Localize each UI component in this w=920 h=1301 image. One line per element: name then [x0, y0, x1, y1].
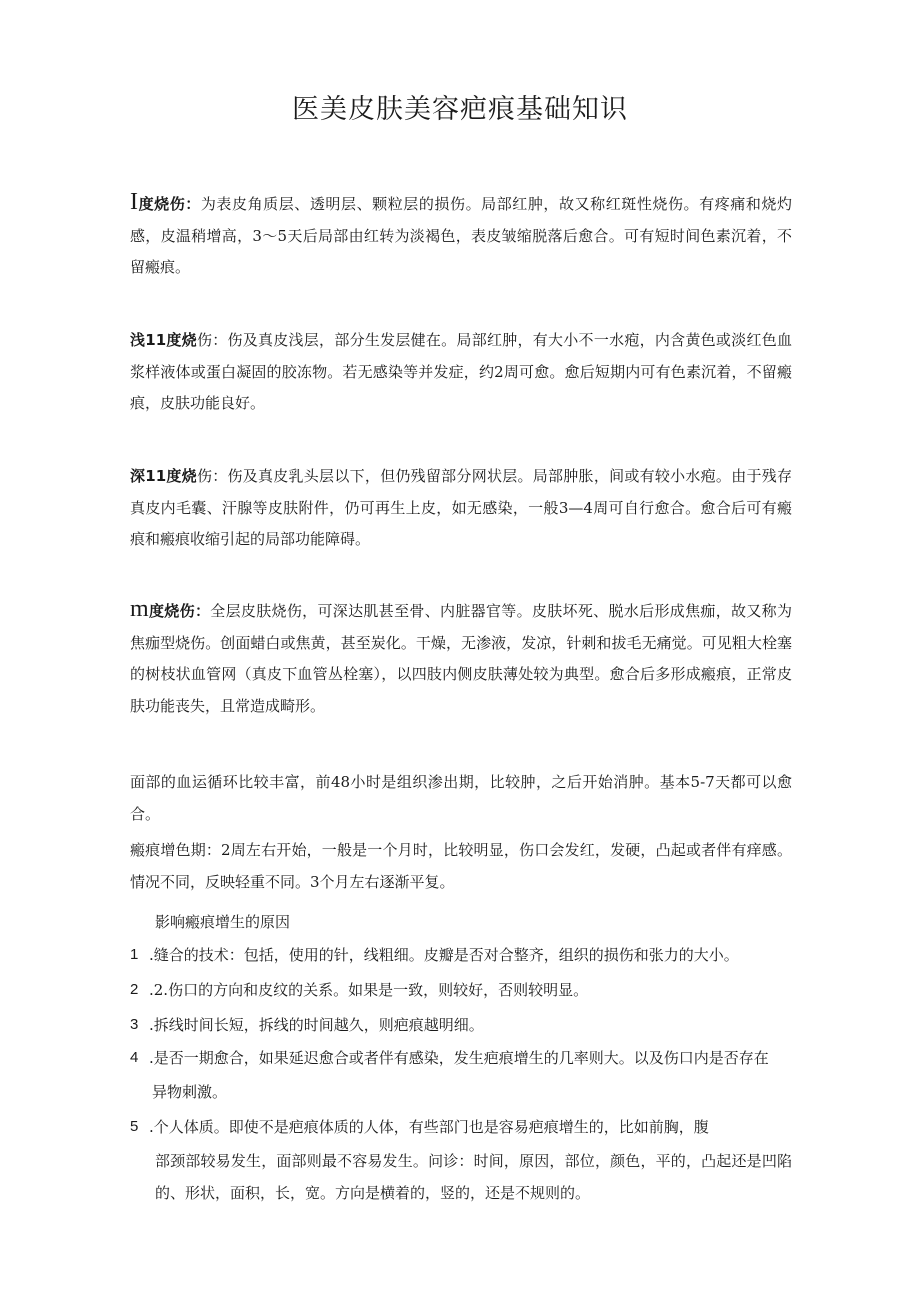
list-number: 2 — [130, 981, 139, 998]
paragraph-body: 伤：伤及真皮浅层，部分生发层健在。局部红肿，有大小不一水疱，内含黄色或淡红色血浆样液体或蛋白凝固的胶冻物。若无感染等并发症，约2周可愈。愈后短期内可有色素沉着，不留瘢痕，皮肤功能良好。 — [130, 331, 792, 412]
list-text: .个人体质。即使不是疤痕体质的人体，有些部门也是容易疤痕增生的，比如前胸，腹 — [149, 1118, 709, 1136]
list-item — [130, 1110, 792, 1144]
term-label: 深11度烧 — [130, 467, 197, 485]
list-item — [130, 938, 792, 972]
paragraph-hyperpigmentation: 瘢痕增色期：2周左右开始，一般是一个月时，比较明显，伤口会发红，发硬，凸起或者伴有痒感。情况不同，反映轻重不同。3个月左右逐渐平复。 — [130, 841, 792, 891]
paragraph-deep-second-degree-burn — [130, 461, 792, 556]
list-text: .缝合的技术：包括，使用的针，线粗细。皮瓣是否对合整齐，组织的损伤和张力的大小。 — [149, 946, 739, 964]
list-item — [130, 973, 792, 1007]
degree-mark: I — [130, 189, 138, 215]
list-text-continuation: 异物刺激。 — [152, 1083, 228, 1101]
paragraph-body: 为表皮角质层、透明层、颗粒层的损伤。局部红肿，故又称红斑性烧伤。有疼痛和烧灼感，皮温稍增高，3～5天后局部由红转为淡褐色，表皮皱缩脱落后愈合。可有短时间色素沉着，不留瘢痕。 — [130, 195, 792, 276]
term-label: 浅11度烧 — [130, 331, 197, 349]
paragraph-superficial-second-degree-burn — [130, 325, 792, 420]
list-text: .2.伤口的方向和皮纹的关系。如果是一致，则较好，否则较明显。 — [149, 981, 589, 999]
paragraph-first-degree-burn — [130, 187, 792, 284]
paragraph-face-recovery: 面部的血运循环比较丰富，前48小时是组织渗出期，比较肿，之后开始消肿。基本5-7天都可以愈合。 — [130, 773, 792, 823]
list-number: 1 — [130, 946, 139, 963]
list-text: .拆线时间长短，拆线的时间越久，则疤痕越明细。 — [149, 1016, 484, 1034]
page-title: 医美皮肤美容疤痕基础知识 — [292, 94, 628, 125]
paragraph-body: 全层皮肤烧伤，可深达肌甚至骨、内脏器官等。皮肤坏死、脱水后形成焦痂，故又称为焦痂型烧伤。创面蜡白或焦黄，甚至炭化。干燥，无渗液，发凉，针刺和拔毛无痛觉。可见粗大栓塞的树枝状血管网（真皮下血管丛栓塞），以四肢内侧皮肤薄处较为典型。愈合后多形成瘢痕，正常皮肤功能丧失，且常造成畸形。 — [130, 602, 792, 715]
paragraph-body: 伤：伤及真皮乳头层以下，但仍残留部分网状层。局部肿胀，间或有较小水疱。由于残存真皮内毛囊、汗腺等皮肤附件，仍可再生上皮，如无感染，一般3—4周可自行愈合。愈合后可有瘢痕和瘢痕收缩引起的局部功能障碍。 — [130, 467, 792, 548]
paragraph-third-degree-burn — [130, 594, 792, 722]
paragraph-closing: 部颈部较易发生，面部则最不容易发生。问诊：时间，原因，部位，颜色，平的，凸起还是凹陷的、形状，面积，长，宽。方向是横着的，竖的，还是不规则的。 — [155, 1152, 792, 1202]
list-item — [130, 1041, 792, 1109]
list-item — [130, 1008, 792, 1042]
list-number: 4 — [130, 1049, 139, 1066]
term-label: 度烧伤： — [138, 195, 201, 213]
list-number: 5 — [130, 1118, 139, 1135]
section-heading: 影响瘢痕增生的原因 — [155, 913, 291, 931]
list-number: 3 — [130, 1016, 139, 1033]
list-text: .是否一期愈合，如果延迟愈合或者伴有感染，发生疤痕增生的几率则大。以及伤口内是否存在 — [149, 1049, 769, 1067]
degree-mark: m — [130, 596, 149, 622]
term-label: 度烧伤： — [148, 602, 211, 620]
